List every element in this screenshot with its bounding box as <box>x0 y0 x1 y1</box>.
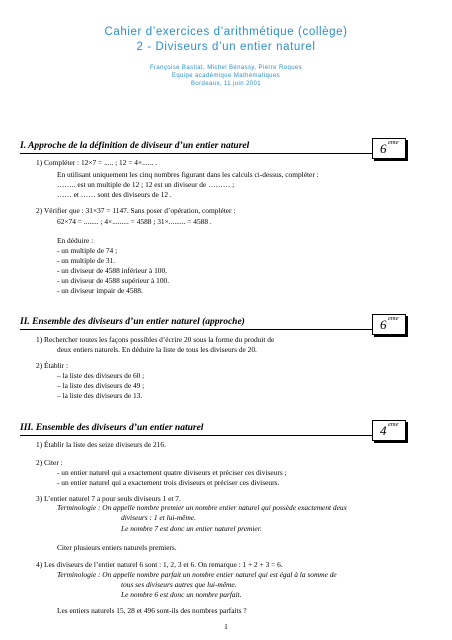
s2-line-6: – la liste des diviseurs de 13. <box>57 391 143 400</box>
s1-line-6: 62×74 = ........ ; 4×......... = 4588 ; 31×......... = 4588 . <box>57 217 212 226</box>
section3-level-badge <box>372 420 406 441</box>
s2-line-4: – la liste des diviseurs de 60 ; <box>57 371 145 380</box>
s1-line-3: …….. est un multiple de 12 ; 12 est un diviseur de ……… ; <box>57 180 235 189</box>
s1-line-8: - un multiple de 74 ; <box>57 246 118 255</box>
section1-level-num: 6 <box>380 141 387 156</box>
section1-level-badge <box>372 138 406 159</box>
section2-title: II. Ensemble des diviseurs d’un entier naturel (approche) <box>20 317 245 327</box>
s1-line-7: En déduire : <box>57 236 94 245</box>
s3-line-6: Terminologie : On appelle nombre premier un nombre entier naturel qui possède exactement deux <box>57 503 347 512</box>
section1-level-sup: eme <box>388 139 399 146</box>
section2-level-badge <box>372 314 406 335</box>
s3-line-12: tous ses diviseurs autres que lui-même. <box>121 580 237 589</box>
s2-line-3: 2) Établir : <box>36 361 69 370</box>
s3-line-4: - un entier naturel qui a exactement trois diviseurs et préciser ces diviseurs. <box>57 478 280 487</box>
s3-line-3: - un entier naturel qui a exactement quatre diviseurs et préciser ces diviseurs ; <box>57 468 287 477</box>
s3-line-5: 3) L’entier naturel 7 a pour seuls diviseurs 1 et 7. <box>36 494 181 503</box>
s1-line-2: En utilisant uniquement les cinq nombres figurant dans les calculs ci-dessus, compléter : <box>57 170 319 179</box>
section3-title: III. Ensemble des diviseurs d’un entier naturel <box>20 423 204 433</box>
s2-line-2: deux entiers naturels. En déduire la liste de tous les diviseurs de 20. <box>57 345 257 354</box>
section2-level-num: 6 <box>380 317 387 332</box>
s1-line-1: 1) Compléter : 12×7 = ..... ; 12 = 4×...... . <box>36 158 157 167</box>
s1-line-10: - un diviseur de 4588 inférieur à 100. <box>57 266 168 275</box>
s1-line-4: …… et …… sont des diviseurs de 12 . <box>57 190 172 199</box>
section3-level-num: 4 <box>380 423 387 438</box>
section2-rule <box>20 329 392 330</box>
page-number: 1 <box>224 622 228 631</box>
team: Equipe académique Mathématiques <box>171 73 281 79</box>
section3-rule <box>20 435 392 436</box>
s2-line-5: – la liste des diviseurs de 49 ; <box>57 381 145 390</box>
s1-line-12: - un diviseur impair de 4588. <box>57 286 143 295</box>
section3-level-sup: eme <box>388 421 399 428</box>
s3-line-8: Le nombre 7 est donc un entier naturel premier. <box>121 524 262 533</box>
s3-line-7: diviseurs : 1 et lui-même. <box>121 513 196 522</box>
document-title-line2: 2 - Diviseurs d’un entier naturel <box>136 41 316 53</box>
section1-rule <box>20 153 392 154</box>
s2-line-1: 1) Rechercher toutes les façons possibles d’écrire 20 sous la forme du produit de <box>36 335 275 344</box>
authors-block <box>0 64 452 88</box>
s1-line-5: 2) Vérifier que : 31×37 = 1147. Sans poser d’opération, compléter : <box>36 206 236 215</box>
s3-line-13: Le nombre 6 est donc un nombre parfait. <box>121 590 242 599</box>
s3-line-1: 1) Établir la liste des seize diviseurs de 216. <box>36 440 166 449</box>
document-title-line1: Cahier d’exercices d’arithmétique (collège) <box>104 26 348 38</box>
s3-line-9: Citer plusieurs entiers naturels premiers. <box>57 543 177 552</box>
authors: Françoise Bastiat, Michel Bénassy, Pierre Roques <box>149 65 303 71</box>
s1-line-9: - un multiple de 31. <box>57 256 116 265</box>
place-date: Bordeaux, 11 juin 2001 <box>190 81 262 87</box>
s3-line-11: Terminologie : On appelle nombre parfait un nombre entier naturel qui est égal à la somme de <box>57 570 337 579</box>
s3-line-14: Les entiers naturels 15, 28 et 496 sont-ils des nombres parfaits ? <box>57 606 247 615</box>
s1-line-11: - un diviseur de 4588 supérieur à 100. <box>57 276 170 285</box>
section1-title: I. Approche de la définition de diviseur d’un entier naturel <box>20 141 250 151</box>
s3-line-10: 4) Les diviseurs de l’entier naturel 6 sont : 1, 2, 3 et 6. On remarque : 1 + 2 + 3 = 6. <box>36 560 283 569</box>
section2-level-sup: eme <box>388 315 399 322</box>
s3-line-2: 2) Citer : <box>36 458 63 467</box>
